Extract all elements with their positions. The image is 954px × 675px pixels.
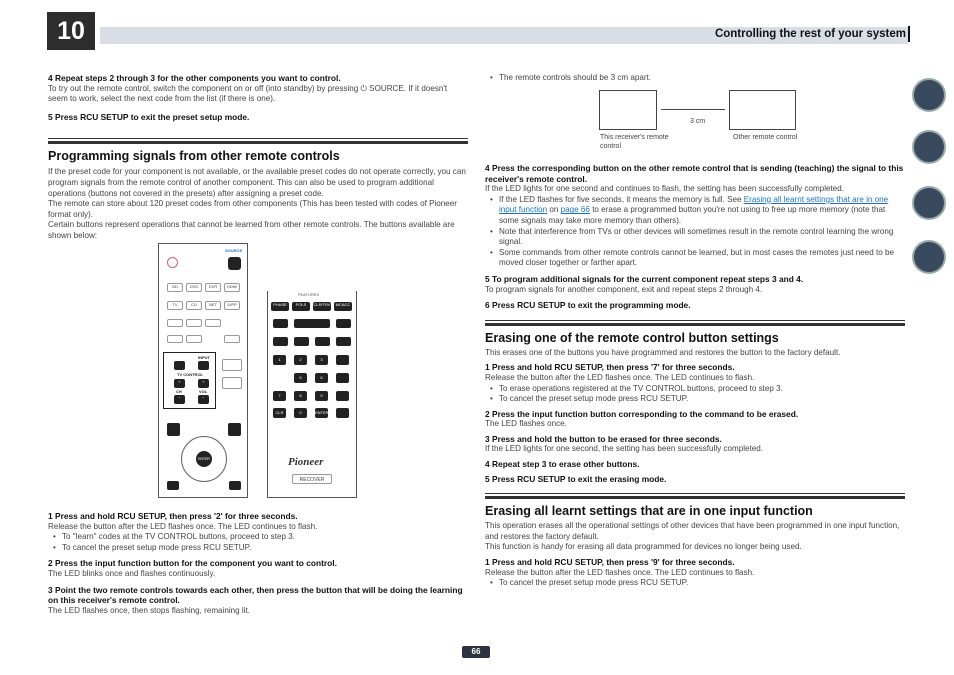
number-button[interactable]: CLR [273, 408, 286, 418]
prev-button[interactable] [273, 337, 288, 346]
paragraph: Release the button after the LED flashes once. The LED continues to flash. [485, 567, 755, 577]
step-heading: 6 Press RCU SETUP to exit the programming mode. [485, 300, 691, 311]
paragraph: To try out the remote control, switch the component on or off (into standby) by pressing ⏻ SOURCE. If it doesn't seem to work, select the next code from the list (if there is one). [48, 83, 448, 104]
remote-button[interactable]: IUPP [224, 301, 240, 310]
tv-power-button[interactable] [174, 361, 185, 370]
paragraph: This erases one of the buttons you have programmed and restores the button to the factory default. [485, 347, 841, 357]
remote-button[interactable]: HDMI [224, 283, 240, 292]
tv-control-box [163, 352, 216, 409]
remote-button[interactable]: TV [167, 301, 183, 310]
remote-button[interactable]: NET [205, 301, 221, 310]
source-power-button[interactable] [228, 257, 241, 270]
pause-button[interactable] [273, 319, 288, 328]
remote-button[interactable] [224, 335, 240, 343]
paragraph: This function is handy for erasing all data programmed for devices no longer being used. [485, 542, 802, 552]
close-icon[interactable] [167, 423, 180, 436]
next-button[interactable] [336, 337, 351, 346]
remote-button[interactable] [205, 319, 221, 327]
right-steps [485, 163, 905, 589]
remote-button[interactable] [186, 319, 202, 327]
remote-button[interactable]: DVR [205, 283, 221, 292]
bullet-item: • To erase operations registered at the TV CONTROL buttons, proceed to step 3. [485, 384, 905, 395]
paragraph: If the LED lights for one second, the setting has been successfully completed. [485, 444, 764, 454]
play-button[interactable] [294, 319, 330, 328]
number-button[interactable]: 9 [315, 391, 328, 401]
bullet-item: • Note that interference from TVs or other devices will sometimes result in the remote control learning the wrong signal. [485, 227, 905, 248]
number-button[interactable] [336, 391, 349, 401]
number-button[interactable]: 1 [273, 355, 286, 365]
step-heading: 1 Press and hold RCU SETUP, then press '7' for three seconds. [485, 362, 735, 373]
index-icon[interactable] [912, 240, 946, 274]
feature-button[interactable]: POLS [292, 302, 310, 311]
number-button[interactable] [336, 408, 349, 418]
vol-label: VOL [199, 389, 208, 394]
brand-logo: Pioneer [288, 456, 324, 468]
number-button[interactable]: 3 [315, 355, 328, 365]
paragraph: If the preset code for your component is not available, or the available preset codes do not operate correctly, you can program signals from the remote control of another component. This can also be used to program additional operations (buttons not covered in the presets) after assigning a preset code. [48, 167, 466, 198]
paragraph: The LED blinks once and flashes continuously. [48, 568, 216, 578]
paragraph: The LED flashes once. [485, 419, 567, 429]
power-icon [167, 257, 178, 268]
cross-reference-link[interactable]: Erasing all learnt settings that are in one input function [499, 194, 889, 215]
return-icon[interactable] [229, 481, 241, 490]
step-heading: 4 Press the corresponding button on the other remote control that is sending (teaching) the signal to this receiver's remote control. [485, 163, 904, 184]
remote-left-panel [158, 243, 248, 498]
tv-control-label: TV CONTROL [177, 372, 203, 377]
bullet-item: • To cancel the preset setup mode press RCU SETUP. [485, 578, 905, 589]
step-heading: 4 Repeat steps 2 through 3 for the other components you want to control. [48, 73, 341, 83]
right-column [485, 73, 905, 84]
paragraph: To program signals for another component, exit and repeat steps 2 through 4. [485, 284, 763, 294]
page-link[interactable]: page 66 [560, 205, 590, 215]
step-heading: 2 Press the input function button for the component you want to control. [48, 558, 337, 569]
distance-label: 3 cm [690, 118, 706, 125]
recover-button[interactable]: RECOVER [292, 474, 332, 484]
step-heading: 1 Press and hold RCU SETUP, then press '9' for three seconds. [485, 557, 735, 568]
source-label: SOURCE [225, 248, 243, 253]
section-title: Erasing all learnt settings that are in one input function [485, 496, 905, 519]
dpad[interactable] [181, 436, 227, 482]
number-button[interactable]: 8 [294, 391, 307, 401]
step-heading: 5 Press RCU SETUP to exit the erasing mode. [485, 473, 667, 484]
wrench-icon[interactable] [228, 423, 241, 436]
remote-button[interactable]: CD [186, 301, 202, 310]
remote-button[interactable] [167, 319, 183, 327]
other-remote-label: Other remote control [733, 134, 798, 141]
distance-arrow [661, 109, 725, 110]
stop-button[interactable] [336, 319, 351, 328]
enter-button[interactable]: ENTER [196, 451, 212, 467]
number-button[interactable] [336, 373, 349, 383]
paragraph: The LED flashes once, then stops flashing, remaining lit. [48, 605, 251, 615]
bullet-item: • To cancel the preset setup mode press RCU SETUP. [485, 394, 905, 405]
step-heading: 4 Repeat step 3 to erase other buttons. [485, 459, 640, 470]
setup-icon[interactable] [912, 130, 946, 164]
number-button[interactable]: 2 [294, 355, 307, 365]
paragraph: Certain buttons represent operations that cannot be learned from other remote controls. The buttons available are shown below: [48, 220, 455, 240]
ch-up-button[interactable]: + [174, 379, 185, 388]
vol-up-button[interactable]: + [198, 379, 209, 388]
input-label: INPUT [198, 355, 210, 360]
number-button[interactable]: 5 [294, 373, 307, 383]
home-icon[interactable] [167, 481, 179, 490]
tv-input-button[interactable] [198, 361, 209, 370]
forward-button[interactable] [315, 337, 330, 346]
number-button[interactable]: 7 [273, 391, 286, 401]
number-button[interactable]: ENTER [315, 408, 328, 418]
vol-down-button[interactable]: − [198, 395, 209, 404]
remote-button[interactable] [167, 335, 183, 343]
bullet-item: • The remote controls should be 3 cm apart. [485, 73, 905, 84]
step-heading: 2 Press the input function button corresponding to the command to be erased. [485, 408, 799, 419]
step-heading: 3 Point the two remote controls towards each other, then press the button that will be doing the learning on this receiver's remote control. [48, 584, 463, 606]
page-title: Controlling the rest of your system [714, 28, 906, 40]
bullet-item: • If the LED flashes for five seconds, it means the memory is full. See Erasing all learnt settings that are in one input function on page 66 to erase a programmed button you're not using to free up more memory (note that some signals may take more memory than others). [485, 195, 905, 227]
number-button[interactable]: 6 [315, 373, 328, 383]
step-heading: 3 Press and hold the button to be erased for three seconds. [485, 433, 722, 444]
paragraph: The remote can store about 120 preset codes from other components (This has been tested with codes of Pioneer format only). [48, 199, 457, 219]
feature-button[interactable]: CLR/TRV [313, 302, 331, 311]
paragraph: If the LED lights for one second and continues to flash, the setting has been successfully completed. [485, 184, 845, 194]
step-heading: 5 Press RCU SETUP to exit the preset setup mode. [48, 111, 250, 122]
section-title: Erasing one of the remote control button settings [485, 323, 905, 346]
ch-down-button[interactable]: − [174, 395, 185, 404]
step-heading: 5 To program additional signals for the current component repeat steps 3 and 4. [485, 273, 804, 284]
volume-up-button[interactable] [222, 359, 242, 371]
remote-button[interactable] [186, 335, 202, 343]
chapter-number: 10 [47, 12, 95, 50]
page-number: 66 [462, 646, 490, 658]
feature-button[interactable]: MCACC [334, 302, 352, 311]
number-button[interactable]: 0 [294, 408, 307, 418]
rewind-button[interactable] [294, 337, 309, 346]
step-heading: 1 Press and hold RCU SETUP, then press '2' for three seconds. [48, 511, 298, 521]
bullet-item: • To cancel the preset setup mode press RCU SETUP. [48, 543, 468, 554]
left-column [48, 73, 468, 242]
paragraph: This operation erases all the operational settings of other devices that have been programmed in one input function, and restores the factory default. [485, 521, 900, 541]
troubleshooting-icon[interactable] [912, 186, 946, 220]
bullet-item: • To "learn" codes at the TV CONTROL buttons, proceed to step 3. [48, 532, 468, 543]
feature-button[interactable]: PHASE [271, 302, 289, 311]
bullet-item: • Some commands from other remote controls cannot be learned, but in most cases the remotes just need to be moved closer together or farther apart. [485, 248, 905, 269]
this-receiver-label: This receiver's remote control [600, 134, 669, 150]
other-remote [729, 90, 796, 130]
section-title: Programming signals from other remote controls [48, 141, 468, 164]
features-label: FEATURES [298, 292, 320, 297]
remote-button[interactable]: BD [167, 283, 183, 292]
this-receiver-remote [599, 90, 657, 130]
ch-label: CH [176, 389, 182, 394]
volume-down-button[interactable] [222, 377, 242, 389]
paragraph: Release the button after the LED flashes once. The LED continues to flash. [485, 372, 755, 382]
manual-book-icon[interactable] [912, 78, 946, 112]
remote-right-panel [267, 291, 357, 498]
paragraph: Release the button after the LED flashes once. The LED continues to flash. [48, 521, 318, 531]
number-button[interactable] [336, 355, 349, 365]
left-steps [48, 511, 468, 616]
remote-button[interactable]: DVD [186, 283, 202, 292]
